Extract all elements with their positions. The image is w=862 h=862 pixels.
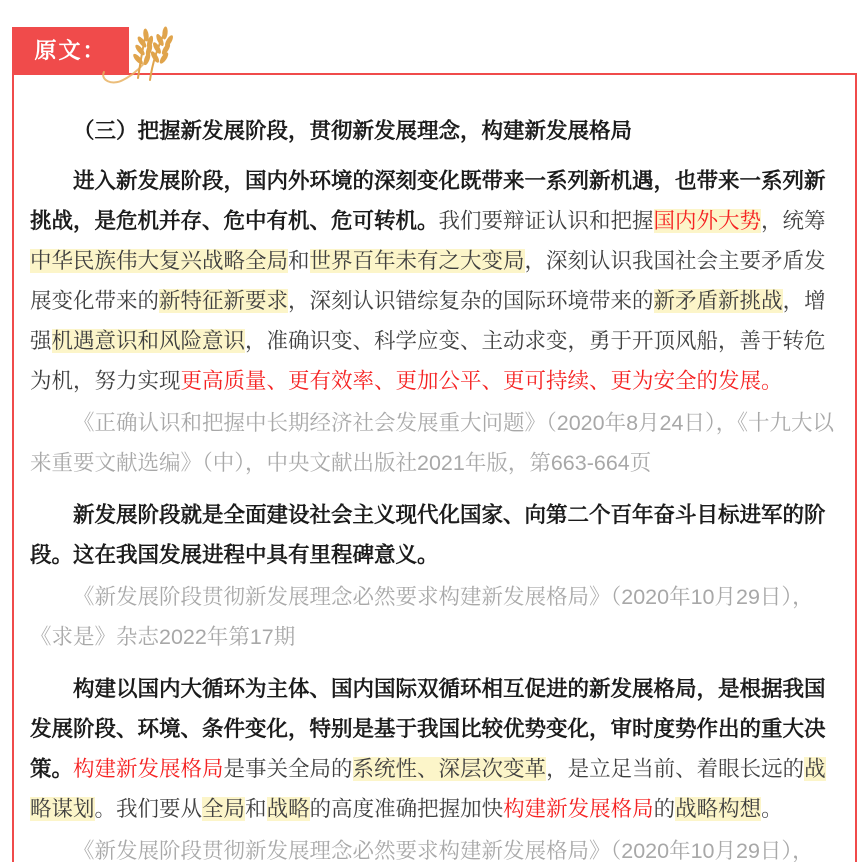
text-segment-normal: ，准确识变、科学应变、主动求变，勇于开顶风船，善于转危为机，努力实现 [30, 329, 826, 393]
text-segment-normal: 。 [761, 797, 783, 821]
text-segment-normal: 的高度准确把握加快 [309, 797, 504, 821]
section-heading: （三）把握新发展阶段，贯彻新发展理念，构建新发展格局 [73, 119, 633, 143]
body-paragraph [30, 669, 839, 829]
text-segment-n: 《新发展阶段贯彻新发展理念必然要求构建新发展格局》（2020年10月29日），《求是》杂志2022年第17期 [30, 585, 814, 649]
text-segment-red: 构建新发展格局 [73, 757, 224, 781]
wheat-icon [100, 22, 188, 93]
body-paragraph [30, 161, 839, 401]
text-segment-hl: 新特征新要求 [159, 289, 289, 313]
text-segment-bold: 进入新发展阶段，国内外环境的深刻变化既带来一系列新机遇，也带来一系列新挑战，是危机并存、危中有机、危可转机。 [30, 169, 826, 233]
text-segment-red: 更高质量、更有效率、更加公平、更可持续、更为安全的发展。 [180, 369, 783, 393]
text-segment-normal: 的 [653, 797, 676, 821]
text-segment-hl: 战略 [266, 797, 310, 821]
text-segment-normal: ，统筹 [761, 209, 826, 233]
text-segment-bold: 新发展阶段就是全面建设社会主义现代化国家、向第二个百年奋斗目标进军的阶段。这在我国发展进程中具有里程碑意义。 [30, 503, 826, 567]
text-segment-normal: ，增强 [30, 289, 826, 353]
citation-line [30, 831, 839, 862]
text-segment-normal: ，是立足当前、着眼长远的 [546, 757, 805, 781]
text-segment-normal: 。我们要从 [94, 797, 203, 821]
text-segment-n: 《新发展阶段贯彻新发展理念必然要求构建新发展格局》（2020年10月29日）， [73, 839, 814, 862]
text-segment-hl: 中华民族伟大复兴战略全局 [30, 249, 289, 273]
text-segment-hl: 战略构想 [675, 797, 762, 821]
citation-line [30, 577, 839, 657]
body-paragraph [30, 495, 839, 575]
text-segment-hl: 全局 [202, 797, 246, 821]
text-segment-red: 构建新发展格局 [503, 797, 654, 821]
content-frame [12, 73, 857, 862]
text-segment-hl: 机遇意识和风险意识 [51, 329, 246, 353]
text-segment-normal: 和 [288, 249, 310, 273]
text-segment-bold: 构建以国内大循环为主体、国内国际双循环相互促进的新发展格局，是根据我国发展阶段、环境、条件变化，特别是基于我国比较优势变化，审时度势作出的重大决策。 [30, 677, 826, 781]
text-segment-normal: ，深刻认识我国社会主要矛盾发展变化带来的 [30, 249, 826, 313]
text-segment-hl: 新矛盾新挑战 [653, 289, 783, 313]
text-segment-normal: 是事关全局的 [223, 757, 353, 781]
origin-label: 原文： [12, 27, 129, 74]
text-segment-hl: 系统性、深层次变革 [352, 757, 547, 781]
text-segment-hl: 世界百年未有之大变局 [309, 249, 525, 273]
text-segment-n: 《正确认识和把握中长期经济社会发展重大问题》（2020年8月24日），《十九大以来重要文献选编》（中），中央文献出版社2021年版，第663-664页 [30, 411, 834, 475]
text-segment-normal: ，深刻认识错综复杂的国际环境带来的 [288, 289, 654, 313]
text-segment-normal: 和 [245, 797, 267, 821]
article-body [30, 161, 839, 862]
text-segment-hl: 战略谋划 [30, 757, 826, 821]
text-segment-hlred: 国内外大势 [653, 209, 762, 233]
citation-line [30, 403, 839, 483]
text-segment-normal: 我们要辩证认识和把握 [438, 209, 654, 233]
